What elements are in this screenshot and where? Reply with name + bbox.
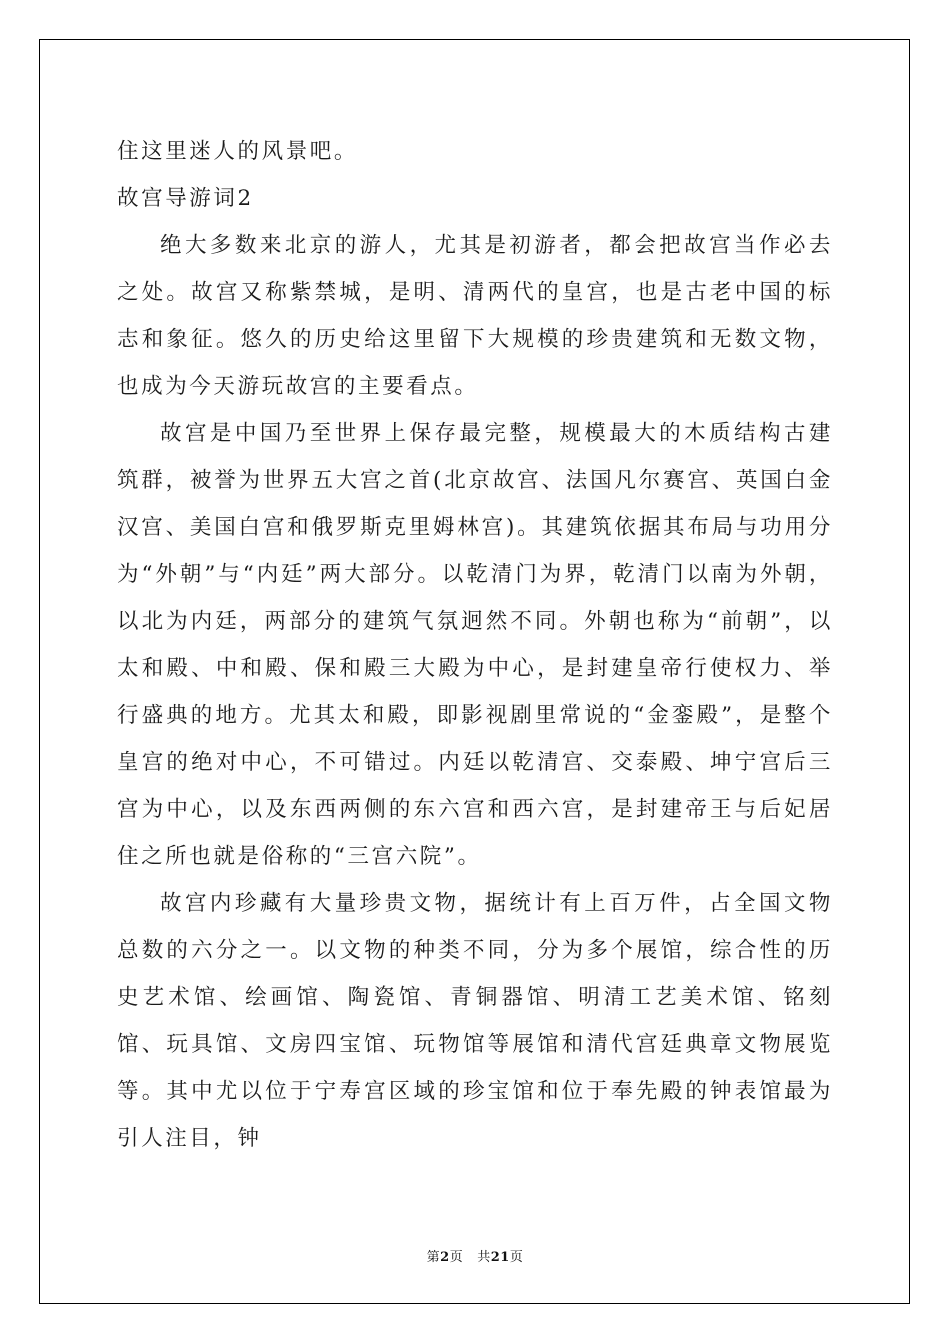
paragraph-continuation: 住这里迷人的风景吧。	[117, 139, 359, 164]
paragraph: 故宫是中国乃至世界上保存最完整，规模最大的木质结构古建筑群，被誉为世界五大宫之首(北京故宫、法国凡尔赛宫、英国白金汉宫、美国白宫和俄罗斯克里姆林宫)。其建筑依据其布局与功用分为“外朝”与“内廷”两大部分。以乾清门为界，乾清门以南为外朝，以北为内廷，两部分的建筑气氛迥然不同。外朝也称为“前朝”，以太和殿、中和殿、保和殿三大殿为中心，是封建皇帝行使权力、举行盛典的地方。尤其太和殿，即影视剧里常说的“金銮殿”，是整个皇宫的绝对中心，不可错过。内廷以乾清宫、交泰殿、坤宁宫后三宫为中心，以及东西两侧的东六宫和西六宫，是封建帝王与后妃居住之所也就是俗称的“三宫六院”。	[117, 421, 833, 869]
total-prefix: 共	[477, 1250, 491, 1265]
page-suffix: 页	[449, 1250, 464, 1265]
page-number: 2	[440, 1250, 450, 1265]
page-footer	[0, 1246, 950, 1265]
page-prefix: 第	[426, 1250, 441, 1265]
document-body	[117, 128, 833, 1162]
total-suffix: 页	[509, 1250, 524, 1265]
paragraph: 绝大多数来北京的游人，尤其是初游者，都会把故宫当作必去之处。故宫又称紫禁城，是明、清两代的皇宫，也是古老中国的标志和象征。悠久的历史给这里留下大规模的珍贵建筑和无数文物，也成为今天游玩故宫的主要看点。	[117, 233, 833, 399]
section-heading: 故宫导游词2	[117, 186, 254, 211]
paragraph: 故宫内珍藏有大量珍贵文物，据统计有上百万件，占全国文物总数的六分之一。以文物的种类不同，分为多个展馆，综合性的历史艺术馆、绘画馆、陶瓷馆、青铜器馆、明清工艺美术馆、铭刻馆、玩具馆、文房四宝馆、玩物馆等展馆和清代宫廷典章文物展览等。其中尤以位于宁寿宫区域的珍宝馆和位于奉先殿的钟表馆最为引人注目，钟	[117, 891, 833, 1151]
total-pages: 21	[490, 1250, 510, 1265]
